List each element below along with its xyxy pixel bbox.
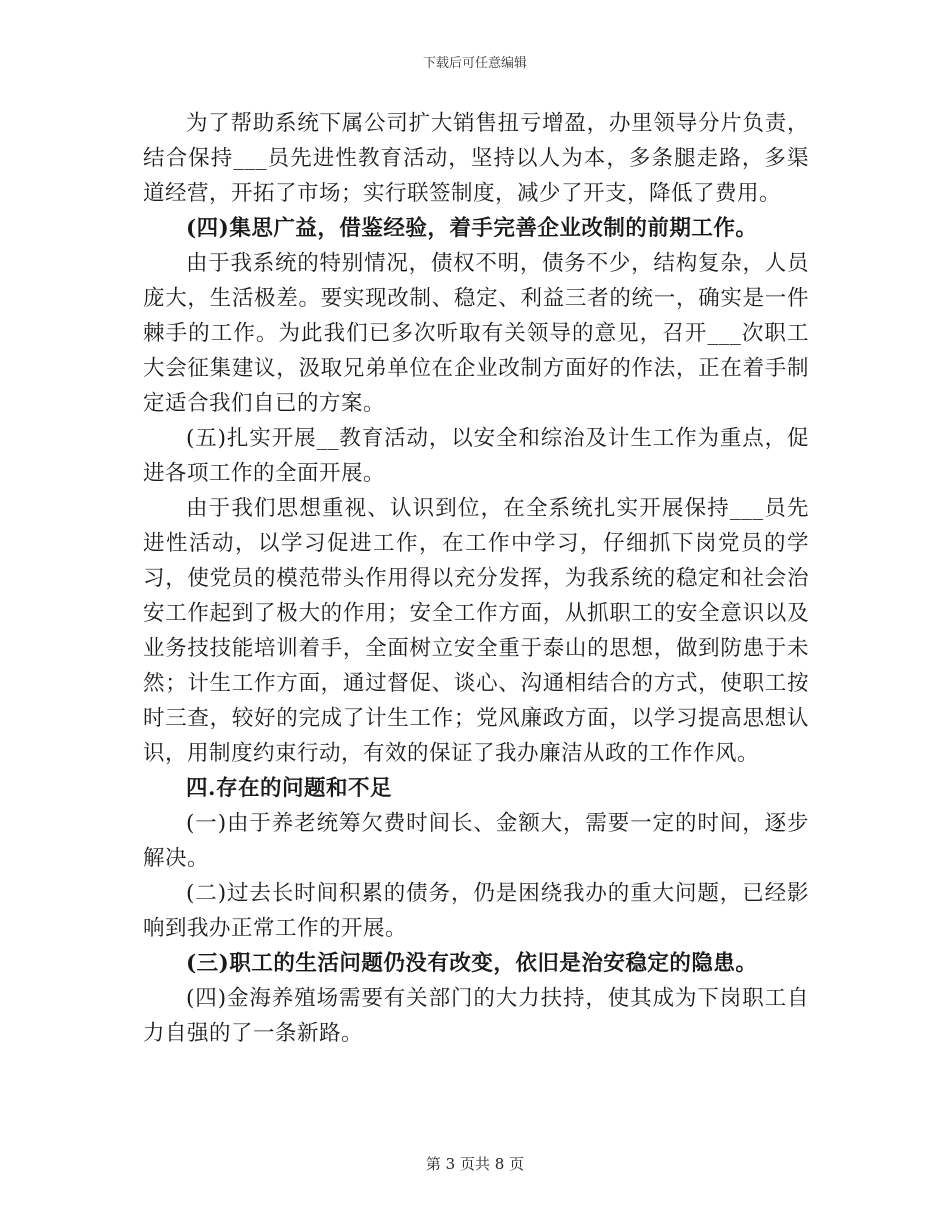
problem-item-1: (一)由于养老统筹欠费时间长、金额大，需要一定的时间，逐步解决。 (143, 811, 809, 871)
document-body (143, 106, 809, 1051)
problem-item-2: (二)过去长时间积累的债务，仍是困绕我办的重大问题，已经影响到我办正常工作的开展。 (143, 881, 809, 941)
section-heading-5: (五)扎实开展__教育活动，以安全和综治及计生工作为重点，促进各项工作的全面开展。 (143, 426, 809, 486)
problem-item-4: (四)金海养殖场需要有关部门的大力扶持，使其成为下岗职工自力自强的了一条新路。 (143, 986, 809, 1046)
chapter-heading-problems: 四.存在的问题和不足 (186, 776, 392, 801)
paragraph-3: 由于我们思想重视、认识到位，在全系统扎实开展保持___员先进性活动，以学习促进工作，在工作中学习，仔细抓下岗党员的学习，使党员的模范带头作用得以充分发挥，为我系统的稳定和社会治安工作起到了极大的作用；安全工作方面，从抓职工的安全意识以及业务技技能培训着手，全面树立安全重于泰山的思想，做到防患于未然；计生工作方面，通过督促、谈心、沟通相结合的方式，使职工按时三查，较好的完成了计生工作；党风廉政方面，以学习提高思想认识，用制度约束行动，有效的保证了我办廉洁从政的工作作风。 (143, 496, 809, 766)
page-header-note: 下载后可任意编辑 (422, 56, 527, 71)
page-number: 第 3 页共 8 页 (425, 1155, 525, 1173)
problem-item-3: (三)职工的生活问题仍没有改变，依旧是治安稳定的隐患。 (186, 951, 758, 976)
paragraph-2: 由于我系统的特别情况，债权不明，债务不少，结构复杂，人员庞大，生活极差。要实现改制、稳定、利益三者的统一，确实是一件棘手的工作。为此我们已多次听取有关领导的意见，召开___次职工大会征集建议，汲取兄弟单位在企业改制方面好的作法，正在着手制定适合我们自已的方案。 (143, 251, 809, 416)
paragraph-1: 为了帮助系统下属公司扩大销售扭亏增盈，办里领导分片负责，结合保持___员先进性教育活动，坚持以人为本，多条腿走路，多渠道经营，开拓了市场；实行联签制度，减少了开支，降低了费用。 (143, 111, 809, 206)
section-heading-4: (四)集思广益，借鉴经验，着手完善企业改制的前期工作。 (186, 216, 758, 241)
